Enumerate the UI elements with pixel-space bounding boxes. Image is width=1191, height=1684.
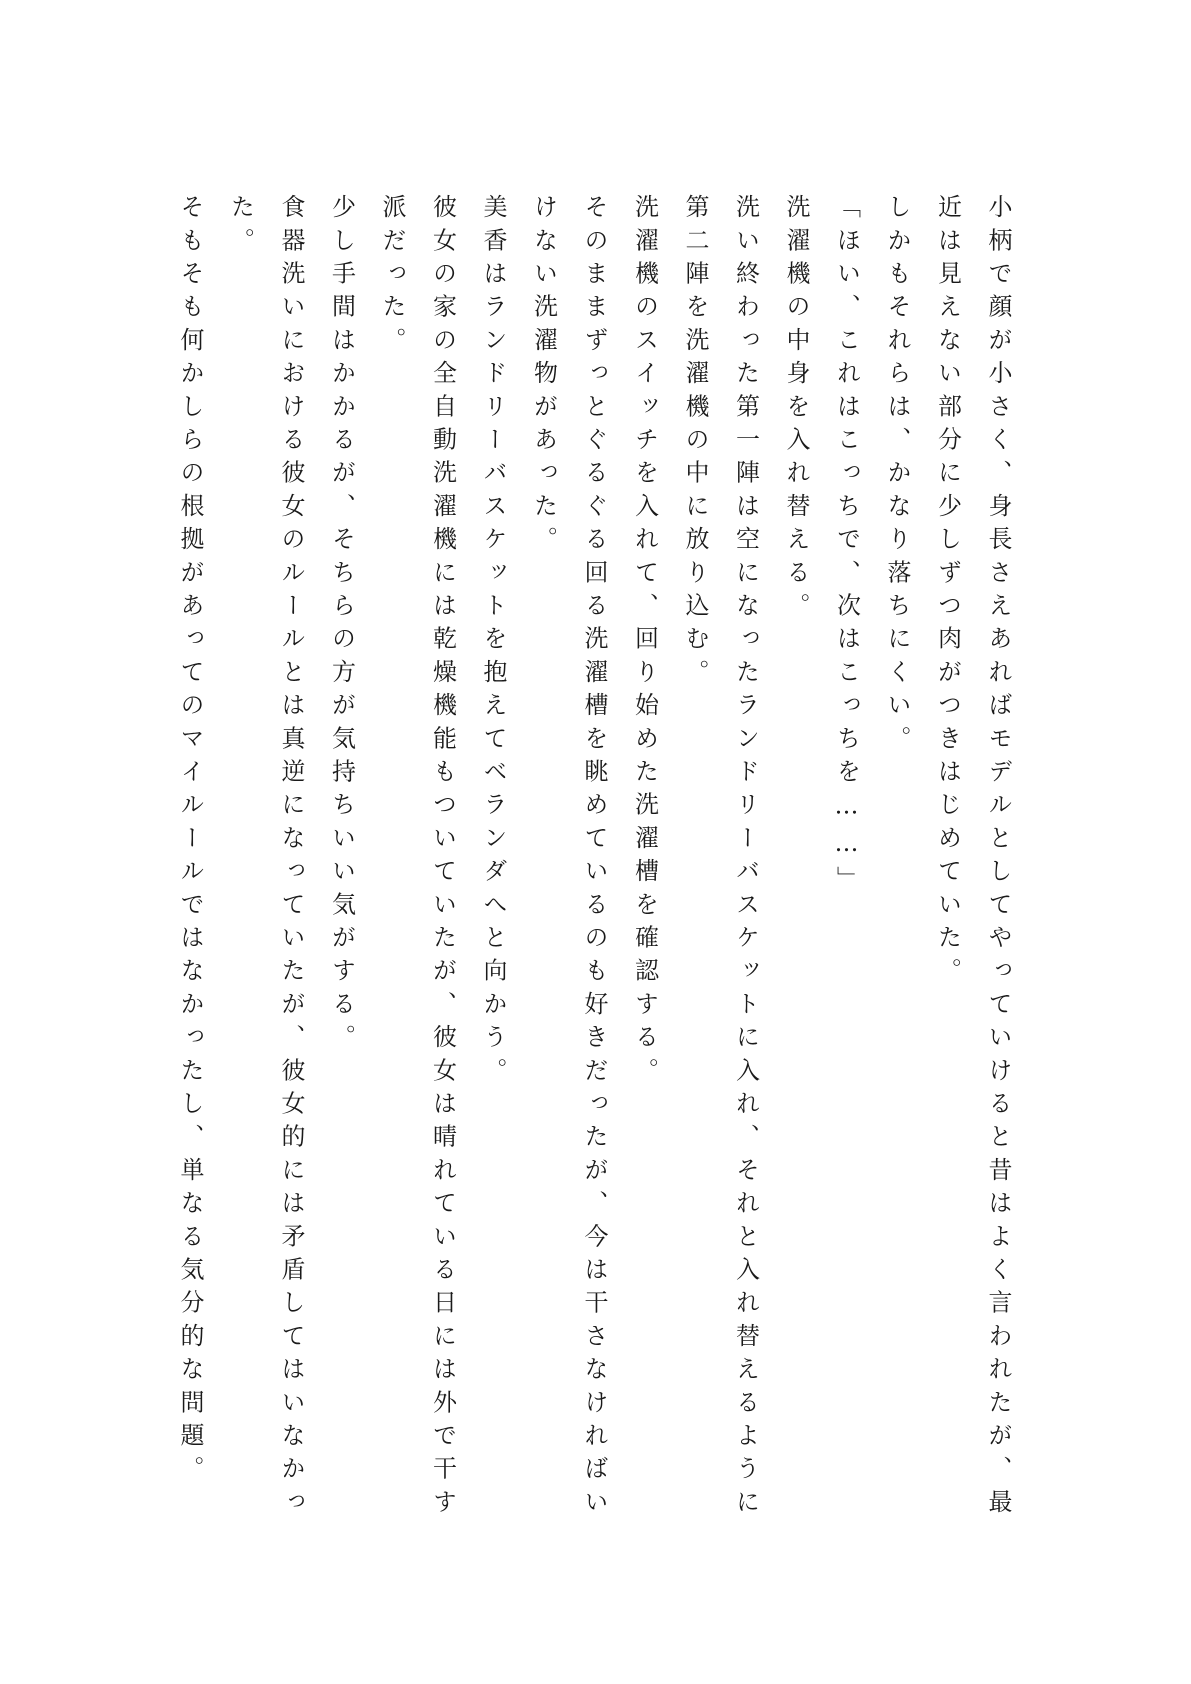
paragraph: そもそも何かしらの根拠があってのマイルールではなかったし、単なる気分的な問題。 [176,194,204,1489]
paragraph: 小柄で顔が小さく、身長さえあればモデルとしてやっていけると昔はよく言われたが、最近は見えない部分に少しずつ肉がつきはじめていた。 [933,194,1012,1522]
paragraph: そのままずっとぐるぐる回る洗濯槽を眺めているのも好きだったが、今は干さなければいけない洗濯物があった。 [529,194,608,1522]
paragraph: 洗濯機のスイッチを入れて、回り始めた洗濯槽を確認する。 [630,194,659,1091]
vertical-text-body [165,194,1024,1524]
paragraph: 少し手間はかかるが、そちらの方が気持ちいい気がする。 [327,194,356,1058]
paragraph: 食器洗いにおける彼女のルールとは真逆になっていたが、彼女的には矛盾してはいなかった。 [226,194,305,1522]
paragraph: 洗い終わった第一陣は空になったランドリーバスケットに入れ、それと入れ替えるように第二陣を洗濯機の中に放り込む。 [681,194,760,1522]
paragraph: 彼女の家の全自動洗濯機には乾燥機能もついていたが、彼女は晴れている日には外で干す派だった。 [378,194,457,1522]
paragraph: しかもそれらは、かなり落ちにくい。 [883,194,911,759]
paragraph: 「ほい、これはこっちで、次はこっちを……」 [832,194,861,900]
paragraph: 美香はランドリーバスケットを抱えてベランダへと向かう。 [479,194,507,1091]
paragraph: 洗濯機の中身を入れ替える。 [782,194,810,626]
